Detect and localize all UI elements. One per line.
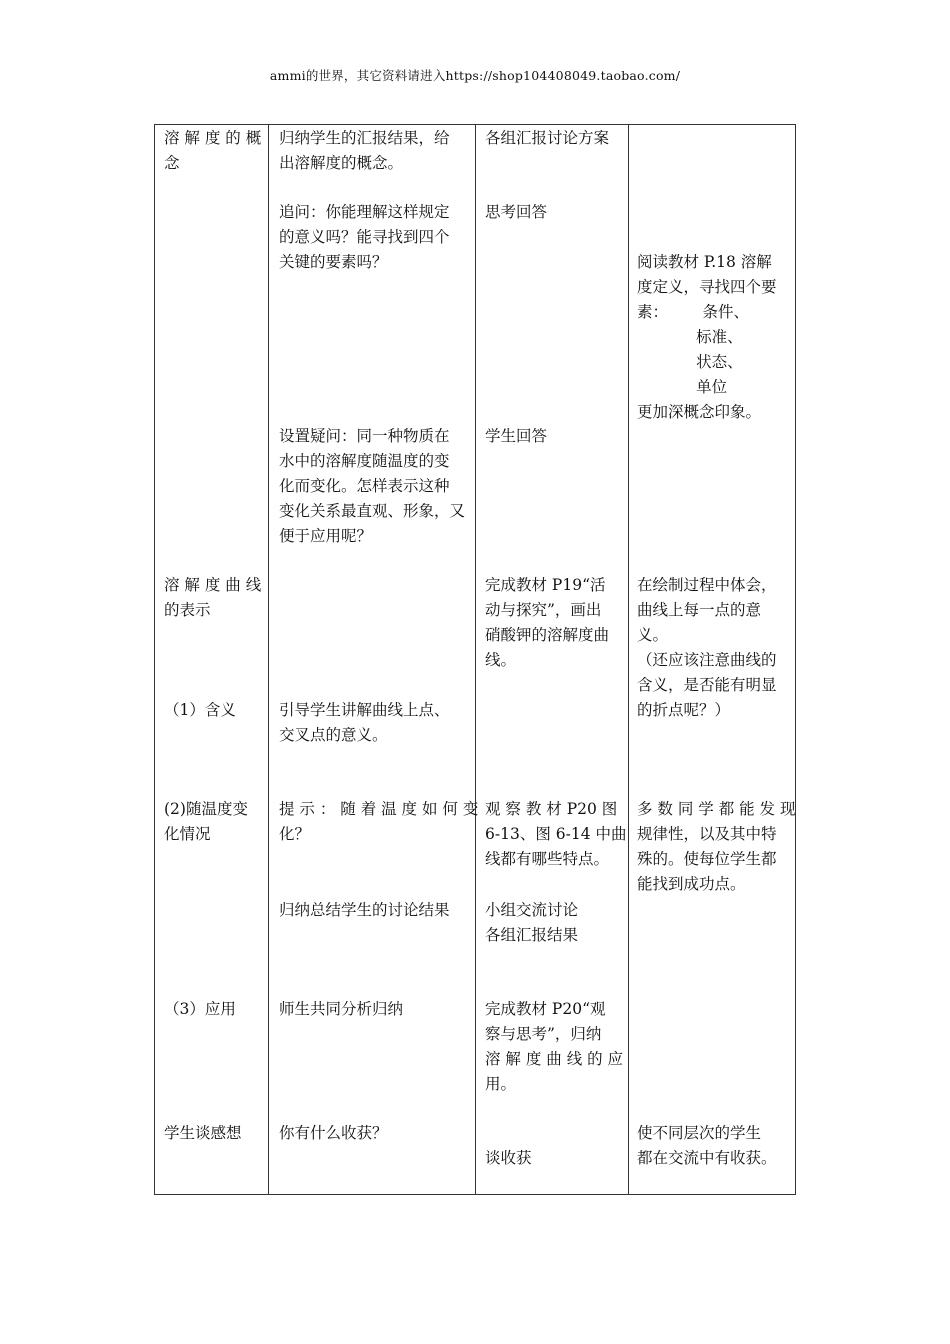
- teacher-summarize-discussion: 归纳总结学生的讨论结果: [279, 901, 450, 919]
- teacher-pose-question: 设置疑问：同一种物质在 水中的溶解度随温度的变 化而变化。怎样表示这种 变化关系最直观、形象，又 便于应用呢？: [279, 427, 466, 545]
- column-divider-1: [268, 125, 269, 1194]
- teacher-summarize: 归纳学生的汇报结果，给 出溶解度的概念。: [279, 129, 450, 172]
- student-observe-think: 完成教材 P20“观 察与思考”，归纳 溶 解 度 曲 线 的 应 用。: [485, 1000, 624, 1093]
- student-report-plan: 各组汇报讨论方案: [485, 129, 610, 147]
- intent-all-levels-gain: 使不同层次的学生 都在交流中有收获。: [637, 1124, 777, 1167]
- column-divider-2: [475, 125, 476, 1194]
- topic-solubility-concept: 溶 解 度 的 概 念: [164, 129, 262, 172]
- page-header: ammi的世界，其它资料请进入https://shop104408049.taobao.com/: [269, 68, 681, 83]
- intent-find-patterns: 多 数 同 学 都 能 发 现 规律性，以及其中特 殊的。使每位学生都 能找到成功点。: [637, 800, 796, 893]
- student-draw-curve: 完成教材 P19“活 动与探究”，画出 硝酸钾的溶解度曲 线。: [485, 576, 610, 669]
- student-observe-figures: 观 察 教 材 P20 图 6-13、图 6-14 中曲 线都有哪些特点。: [485, 800, 627, 868]
- lesson-table: [154, 124, 796, 1195]
- teacher-guide-points: 引导学生讲解曲线上点、 交叉点的意义。: [279, 701, 450, 744]
- teacher-hint: 提 示 ： 随 着 温 度 如 何 变 化？: [279, 800, 479, 843]
- student-share-gains: 谈收获: [485, 1149, 532, 1167]
- student-think-answer: 思考回答: [485, 203, 548, 221]
- teacher-follow-up-question: 追问：你能理解这样规定 的意义吗？能寻找到四个 关键的要素吗？: [279, 203, 450, 271]
- topic-temperature-change: (2)随温度变 化情况: [164, 800, 248, 843]
- teacher-ask-gains: 你有什么收获？: [279, 1124, 388, 1142]
- teacher-student-analysis: 师生共同分析归纳: [279, 1000, 404, 1018]
- column-divider-3: [628, 125, 629, 1194]
- intent-draw-experience: 在绘制过程中体会， 曲线上每一点的意 义。 （还应该注意曲线的 含义，是否能有明显 的折点呢？）: [637, 576, 777, 719]
- student-answer: 学生回答: [485, 427, 548, 445]
- topic-meaning: （1）含义: [164, 701, 236, 719]
- topic-solubility-curve: 溶 解 度 曲 线 的表示: [164, 576, 262, 619]
- intent-read-definition: 阅读教材 P.18 溶解 度定义，寻找四个要 素： 条件、 标准、 状态、 单位 更加深概念印象。: [637, 253, 777, 421]
- student-group-discussion: 小组交流讨论 各组汇报结果: [485, 901, 579, 944]
- topic-student-reflection: 学生谈感想: [164, 1124, 242, 1142]
- topic-application: （3）应用: [164, 1000, 236, 1018]
